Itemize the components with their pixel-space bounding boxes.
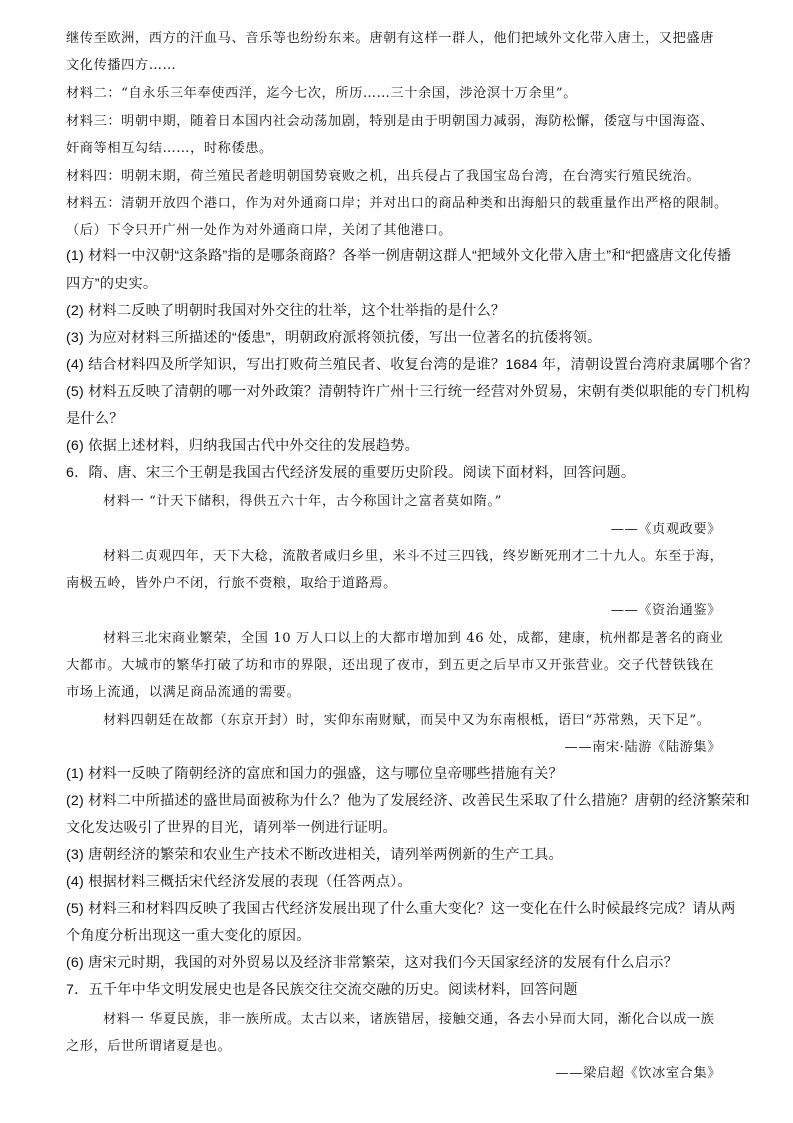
q6-material-4: 材料四朝廷在故都（东京开封）时，实仰东南财赋，而吴中又为东南根柢，语曰“苏常熟，天下足”。 <box>103 713 711 728</box>
q6-material-3-line-2: 大都市。大城市的繁华打破了坊和市的界限，还出现了夜市，到五更之后早市又开张营业。交子代替铁钱在 <box>66 658 715 673</box>
material-5-line-2: （后）下令只开广州一处作为对外通商口岸，关闭了其他港口。 <box>66 223 453 238</box>
q7-stem: 7．五千年中华文明发展史也是各民族交往交流交融的历史。阅读材料，回答问题 <box>66 982 578 998</box>
q5-sub-5-line-1: (5) 材料五反映了清朝的哪一对外政策？清朝特许广州十三行统一经营对外贸易，宋朝有类似职能的专门机构 <box>66 384 750 400</box>
q6-material-2-line-2: 南极五岭，皆外户不闭，行旅不赍粮，取给于道路焉。 <box>66 576 397 591</box>
material-5-line-1: 材料五：清朝开放四个港口，作为对外通商口岸；并对出口的商品种类和出海船只的载重量作出严格的限制。 <box>66 196 728 211</box>
q6-material-4-source: ——南宋·陆游《陆游集》 <box>564 740 721 755</box>
q6-sub-5-line-1: (5) 材料三和材料四反映了我国古代经济发展出现了什么重大变化？这一变化在什么时候最终完成？请从两 <box>66 901 736 917</box>
q6-material-1: 材料一 “计天下储积，得供五六十年，古今称国计之富者莫如隋。” <box>103 494 502 509</box>
q6-sub-3: (3) 唐朝经济的繁荣和农业生产技术不断改进相关，请列举两例新的生产工具。 <box>66 847 563 863</box>
q6-material-1-source: ——《贞观政要》 <box>610 522 721 537</box>
q5-sub-5-line-2: 是什么？ <box>66 411 124 427</box>
material-1-continued-line-2: 文化传播四方…… <box>66 58 177 73</box>
q6-sub-5-line-2: 个角度分析出现这一重大变化的原因。 <box>66 928 311 944</box>
q6-material-3-line-1: 材料三北宋商业繁荣，全国 10 万人口以上的大都市增加到 46 处，成都，建康，杭州都是著名的商业 <box>103 631 724 646</box>
material-4: 材料四：明朝末期，荷兰殖民者趁明朝国势衰败之机，出兵侵占了我国宝岛台湾，在台湾实行殖民统治。 <box>66 169 701 184</box>
q6-sub-1: (1) 材料一反映了隋朝经济的富庶和国力的强盛，这与哪位皇帝哪些措施有关？ <box>66 766 563 782</box>
q5-sub-2: (2) 材料二反映了明朝时我国对外交往的壮举，这个壮举指的是什么？ <box>66 303 506 319</box>
material-1-continued-line-1: 继传至欧洲，西方的汗血马、音乐等也纷纷东来。唐朝有这样一群人，他们把域外文化带入唐土，又把盛唐 <box>66 31 715 46</box>
q6-stem: 6．隋、唐、宋三个王朝是我国古代经济发展的重要历史阶段。阅读下面材料，回答问题。 <box>66 465 636 481</box>
q6-material-2-source: ——《资治通鉴》 <box>610 603 721 618</box>
q5-sub-3: (3) 为应对材料三所描述的“倭患”，明朝政府派将领抗倭，写出一位著名的抗倭将领。 <box>66 330 602 346</box>
q6-material-2-line-1: 材料二贞观四年，天下大稔，流散者咸归乡里，米斗不过三四钱，终岁断死刑才二十九人。东至于海， <box>103 549 724 564</box>
q7-material-1-source: ——梁启超《饮冰室合集》 <box>555 1066 721 1081</box>
q5-sub-6: (6) 依据上述材料，归纳我国古代中外交往的发展趋势。 <box>66 438 419 454</box>
q7-material-1-line-2: 之形，后世所谓诸夏是也。 <box>66 1039 232 1054</box>
q6-sub-4: (4) 根据材料三概括宋代经济发展的表现（任答两点）。 <box>66 874 412 890</box>
material-3-line-1: 材料三：明朝中期，随着日本国内社会动荡加剧，特别是由于明朝国力减弱，海防松懈，倭寇与中国海盗、 <box>66 114 715 129</box>
material-3-line-2: 奸商等相互勾结……，时称倭患。 <box>66 141 273 156</box>
q7-material-1-line-1: 材料一 华夏民族，非一族所成。太古以来，诸族错居，接触交通，各去小异而大同，渐化合以成一族 <box>103 1012 715 1027</box>
q6-sub-2-line-2: 文化发达吸引了世界的目光，请列举一例进行证明。 <box>66 820 397 836</box>
q5-sub-1-line-2: 四方”的史实。 <box>66 276 158 292</box>
material-2: 材料二：“自永乐三年奉使西洋，迄今七次，所历……三十余国，涉沧溟十万余里”。 <box>66 86 578 101</box>
q6-material-3-line-3: 市场上流通，以满足商品流通的需要。 <box>66 685 301 700</box>
q6-sub-6: (6) 唐宋元时期，我国的对外贸易以及经济非常繁荣，这对我们今天国家经济的发展有什么启示？ <box>66 955 678 971</box>
q6-sub-2-line-1: (2) 材料二中所描述的盛世局面被称为什么？他为了发展经济、改善民生采取了什么措施？唐朝的经济繁荣和 <box>66 793 750 809</box>
q5-sub-4: (4) 结合材料四及所学知识，写出打败荷兰殖民者、收复台湾的是谁？1684 年，清朝设置台湾府隶属哪个省？ <box>66 357 758 373</box>
q5-sub-1-line-1: (1) 材料一中汉朝“这条路”指的是哪条商路？各举一例唐朝这群人“把域外文化带入唐土”和“把盛唐文化传播 <box>66 248 732 264</box>
